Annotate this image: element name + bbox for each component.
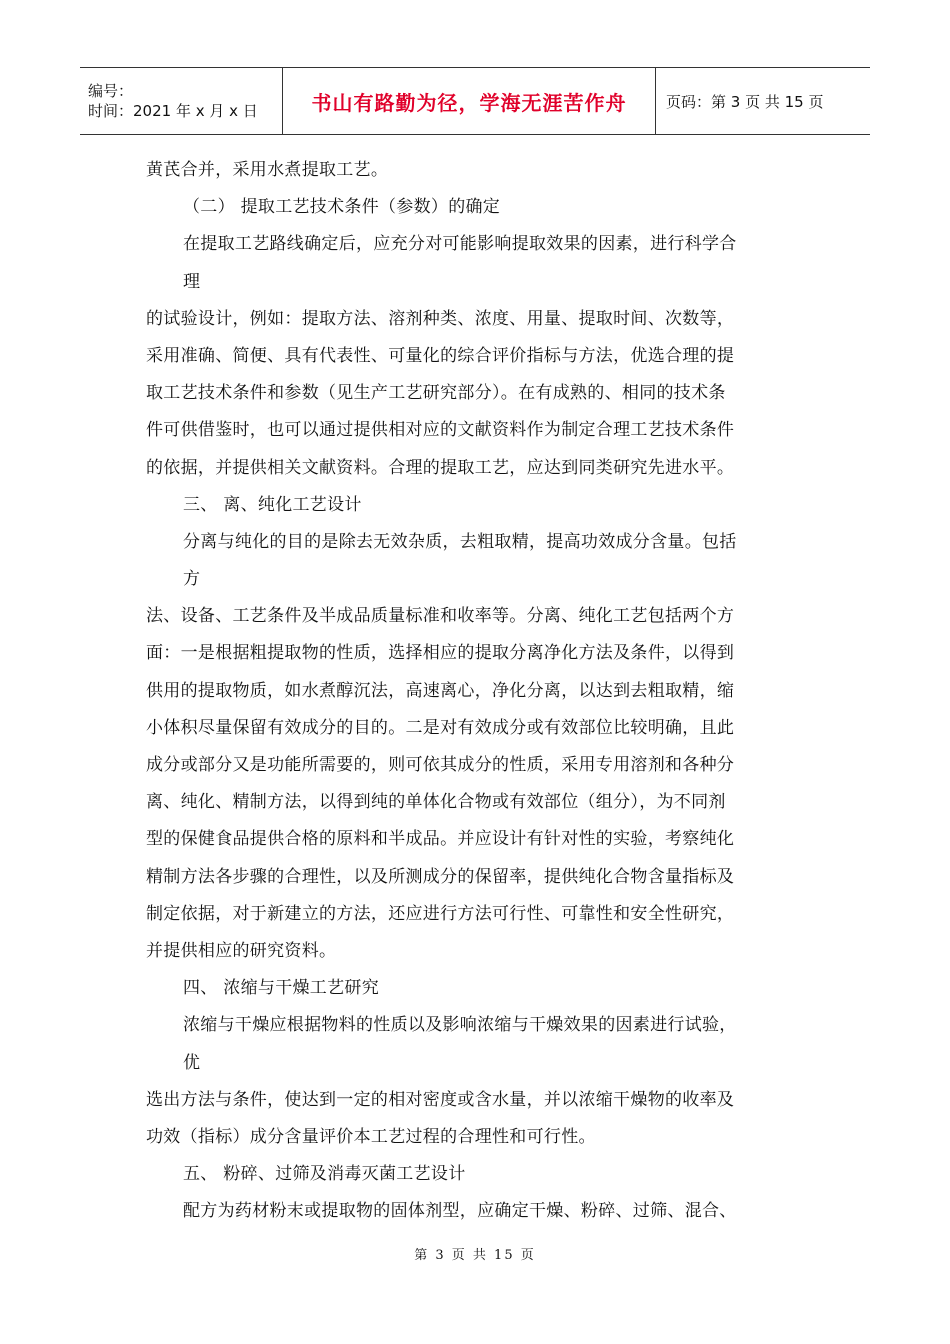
section-heading: 四、 浓缩与干燥工艺研究 <box>183 978 380 999</box>
section-heading: 三、 离、纯化工艺设计 <box>183 494 362 515</box>
text-line: 配方为药材粉末或提取物的固体剂型，应确定干燥、粉碎、过筛、混合、 <box>183 1201 737 1222</box>
text-line: 功效（指标）成分含量评价本工艺过程的合理性和可行性。 <box>146 1126 596 1147</box>
text-line: 分离与纯化的目的是除去无效杂质，去粗取精，提高功效成分含量。包括 <box>183 531 737 552</box>
document-body <box>146 152 808 1230</box>
text-line: 面：一是根据粗提取物的性质，选择相应的提取分离净化方法及条件，以得到 <box>146 643 735 664</box>
text-line: 并提供相应的研究资料。 <box>146 940 337 961</box>
page-header <box>80 67 870 135</box>
section-heading: 五、 粉碎、过筛及消毒灭菌工艺设计 <box>183 1164 466 1185</box>
text-line: 优 <box>183 1052 201 1073</box>
document-number-label: 编号： <box>88 82 134 100</box>
text-line: 小体积尽量保留有效成分的目的。二是对有效成分或有效部位比较明确，且此 <box>146 717 735 738</box>
text-line: 的试验设计，例如：提取方法、溶剂种类、浓度、用量、提取时间、次数等， <box>146 308 735 329</box>
text-line: 采用准确、简便、具有代表性、可量化的综合评价指标与方法，优选合理的提 <box>146 345 735 366</box>
text-line: 黄芪合并，采用水煮提取工艺。 <box>146 160 389 180</box>
header-left-cell <box>80 68 283 134</box>
text-line: 型的保健食品提供合格的原料和半成品。并应设计有针对性的实验，考察纯化 <box>146 829 735 850</box>
header-page-cell <box>656 68 870 134</box>
document-time-label: 时间：2021 年 x 月 x 日 <box>88 102 258 120</box>
header-motto: 书山有路勤为径，学海无涯苦作舟 <box>311 90 627 115</box>
header-motto-cell <box>283 68 656 134</box>
section-heading: （二） 提取工艺技术条件（参数）的确定 <box>183 197 501 218</box>
text-line: 成分或部分又是功能所需要的，则可依其成分的性质，采用专用溶剂和各种分 <box>146 755 735 775</box>
text-line: 选出方法与条件，使达到一定的相对密度或含水量，并以浓缩干燥物的收率及 <box>146 1089 735 1110</box>
text-line: 件可供借鉴时，也可以通过提供相对应的文献资料作为制定合理工艺技术条件 <box>146 420 735 441</box>
text-line: 取工艺技术条件和参数（见生产工艺研究部分）。在有成熟的、相同的技术条 <box>146 383 726 404</box>
text-line: 供用的提取物质，如水煮醇沉法，高速离心，净化分离，以达到去粗取精，缩 <box>146 680 735 701</box>
text-line: 浓缩与干燥应根据物料的性质以及影响浓缩与干燥效果的因素进行试验， <box>183 1015 737 1036</box>
text-line: 理 <box>183 271 201 292</box>
text-line: 离、纯化、精制方法，以得到纯的单体化合物或有效部位（组分），为不同剂 <box>146 792 726 813</box>
text-line: 的依据，并提供相关文献资料。合理的提取工艺，应达到同类研究先进水平。 <box>146 457 735 478</box>
text-line: 精制方法各步骤的合理性，以及所测成分的保留率，提供纯化合物含量指标及 <box>146 866 735 887</box>
header-page-number: 页码：第 3 页 共 15 页 <box>666 92 824 111</box>
text-line: 制定依据，对于新建立的方法，还应进行方法可行性、可靠性和安全性研究， <box>146 903 735 924</box>
text-line: 法、设备、工艺条件及半成品质量标准和收率等。分离、纯化工艺包括两个方 <box>146 606 735 627</box>
page-footer: 第 3 页 共 15 页 <box>414 1248 536 1263</box>
text-line: 在提取工艺路线确定后，应充分对可能影响提取效果的因素，进行科学合 <box>183 234 737 255</box>
text-line: 方 <box>183 569 201 590</box>
